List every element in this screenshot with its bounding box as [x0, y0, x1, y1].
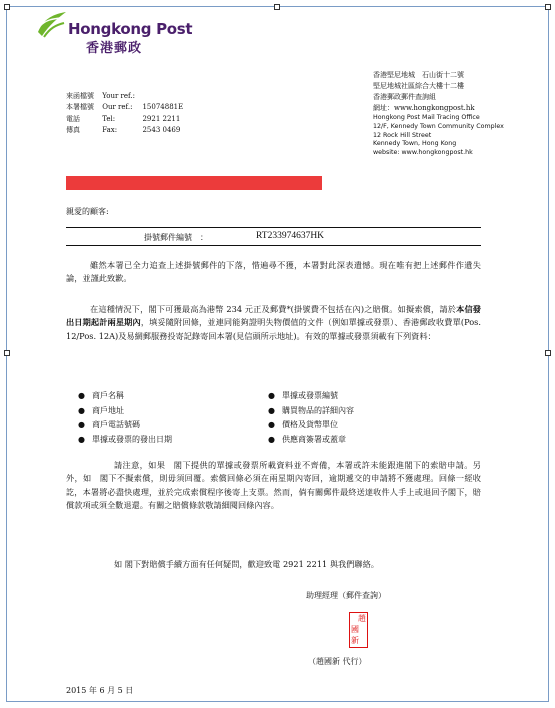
paragraph-compensation-a: 在這種情況下，閣下可獲最高為港幣 234 元正及郵費*(掛號費不包括在內)之賠償。如擬索償，請於 — [90, 304, 457, 314]
bullet-icon: ● — [78, 405, 85, 415]
resize-handle-top-left[interactable] — [4, 4, 10, 10]
ref-label-zh: 來函檔號 — [66, 92, 94, 100]
required-info-right — [268, 389, 354, 447]
seal-char: 趙 — [358, 614, 366, 623]
salutation: 親愛的顧客: — [66, 207, 109, 216]
logo-hongkong: Hongkong — [68, 20, 152, 38]
list-item-label: 單據或發票的發出日期 — [92, 434, 172, 444]
address-zh — [373, 70, 475, 114]
address-en-line: Kennedy Town, Hong Kong — [373, 140, 457, 148]
ref-value: 2543 0469 — [142, 125, 181, 134]
bullet-icon: ● — [268, 405, 275, 415]
list-item-label: 供應商簽署或蓋章 — [282, 434, 346, 444]
resize-handle-left[interactable] — [4, 350, 10, 356]
ref-row-tel — [66, 114, 183, 125]
logo-wordmark-en — [68, 20, 192, 38]
bullet-icon: ● — [78, 434, 85, 444]
signer-name: （趙國新 代行） — [308, 657, 367, 666]
address-en-line: 12 Rock Hill Street — [373, 131, 432, 139]
signer-title: 助理經理（郵件查詢） — [306, 591, 386, 600]
ref-label-en: Fax: — [102, 125, 118, 134]
registered-item-number: RT233974637HK — [256, 231, 325, 241]
ref-label-zh: 本署檔號 — [66, 103, 94, 112]
list-item-label: 價格及貨幣單位 — [282, 420, 338, 430]
ref-row-our-ref — [66, 102, 183, 113]
list-item — [78, 433, 172, 448]
list-item-label: 單據或發票編號 — [282, 391, 338, 400]
seal-stamp — [349, 612, 368, 648]
bullet-icon: ● — [78, 420, 85, 430]
list-item — [268, 404, 354, 419]
ref-label-zh: 電話 — [66, 114, 80, 123]
address-en-line: Hongkong Post Mail Tracing Office — [373, 114, 480, 121]
list-item — [78, 389, 172, 404]
bullet-icon: ● — [268, 434, 275, 444]
ref-value: 2921 2211 — [142, 114, 181, 123]
hongkong-post-logo-icon — [36, 10, 68, 40]
list-item-label: 商戶電話號碼 — [92, 420, 140, 430]
address-en — [373, 114, 504, 158]
letter-date: 2015 年 6 月 5 日 — [66, 686, 134, 695]
registered-item-label: 掛號郵件編號 ： — [144, 233, 208, 242]
ref-label-en: Our ref.: — [102, 103, 133, 112]
paragraph-notice: 請注意，如果 閣下提供的單據或發票所載資料並不齊備，本署或許未能跟進閣下的索賠申請。另外，如 閣下不擬索償，則毋須回覆。索償回條必須在兩星期內寄回，逾期遞交的申請將不獲處理。回條一經收訖，本署將必盡快處理，並於完成索償程序後寄上支票。然而，倘有關郵件最終送達收件人手上或退回予閣下，賠償款項或須全數退還。有關之賠償條款敬請細閱回條內容。 — [66, 460, 481, 511]
paragraph-compensation — [66, 303, 481, 343]
list-item — [268, 433, 354, 448]
resize-handle-right[interactable] — [545, 350, 551, 356]
paragraph-enquiry: 如 閣下對賠償手續方面有任何疑問，歡迎致電 2921 2211 與我們聯絡。 — [114, 559, 379, 569]
paragraph-compensation-b: ，填妥隨附回條，並連同能夠證明失物價值的文件（例如單據或發票）、香港郵政收費單(Pos. 12/Pos. 12A)及易網郵服務投寄記錄寄回本署(見信頭所示地址)。有效的單據或發票須載有下列資料： — [66, 317, 481, 341]
list-item — [78, 404, 172, 419]
resize-handle-top[interactable] — [274, 4, 280, 10]
list-item-label: 購買物品的詳細內容 — [282, 405, 354, 415]
list-item-label: 商戶名稱 — [92, 391, 124, 400]
address-zh-line: 香港堅尼地城 石山街十二號 — [373, 71, 464, 79]
seal-char: 國 — [351, 625, 359, 634]
bullet-icon: ● — [268, 391, 275, 400]
address-zh-line: 香港郵政郵件查詢組 — [373, 93, 436, 101]
address-en-line: website: www.hongkongpost.hk — [373, 149, 473, 157]
logo-wordmark-zh: 香港郵政 — [86, 41, 143, 56]
ref-row-your-ref — [66, 91, 183, 102]
address-zh-line: 堅尼地城社區綜合大樓十二樓 — [373, 82, 464, 90]
list-item — [78, 418, 172, 433]
seal-char: 新 — [351, 636, 359, 645]
registered-item-line — [66, 227, 481, 246]
bullet-icon: ● — [78, 391, 85, 400]
paragraph-apology: 雖然本署已全力追查上述掛號郵件的下落，惜遍尋不獲，本署對此深表遺憾。現在唯有把上述郵件作遺失論，並謹此致歉。 — [66, 260, 481, 284]
deadline-emphasis: 本信發出日期起計兩星期內 — [66, 304, 481, 328]
ref-value: 15074881E — [142, 103, 184, 112]
reference-block — [66, 91, 183, 136]
list-item — [268, 418, 354, 433]
resize-handle-top-right[interactable] — [545, 4, 551, 10]
ref-row-fax — [66, 125, 183, 136]
ref-label-en: Your ref.: — [102, 92, 135, 100]
list-item — [268, 389, 354, 404]
address-zh-line: 網址：www.hongkongpost.hk — [373, 104, 475, 112]
ref-label-en: Tel: — [102, 114, 116, 123]
ref-label-zh: 傳真 — [66, 125, 80, 134]
required-info-left — [78, 389, 172, 447]
address-en-line: 12/F, Kennedy Town Community Complex — [373, 122, 504, 130]
logo-post: Post — [156, 20, 193, 38]
list-item-label: 商戶地址 — [92, 405, 124, 415]
redaction-bar — [66, 176, 322, 190]
bullet-icon: ● — [268, 420, 275, 430]
